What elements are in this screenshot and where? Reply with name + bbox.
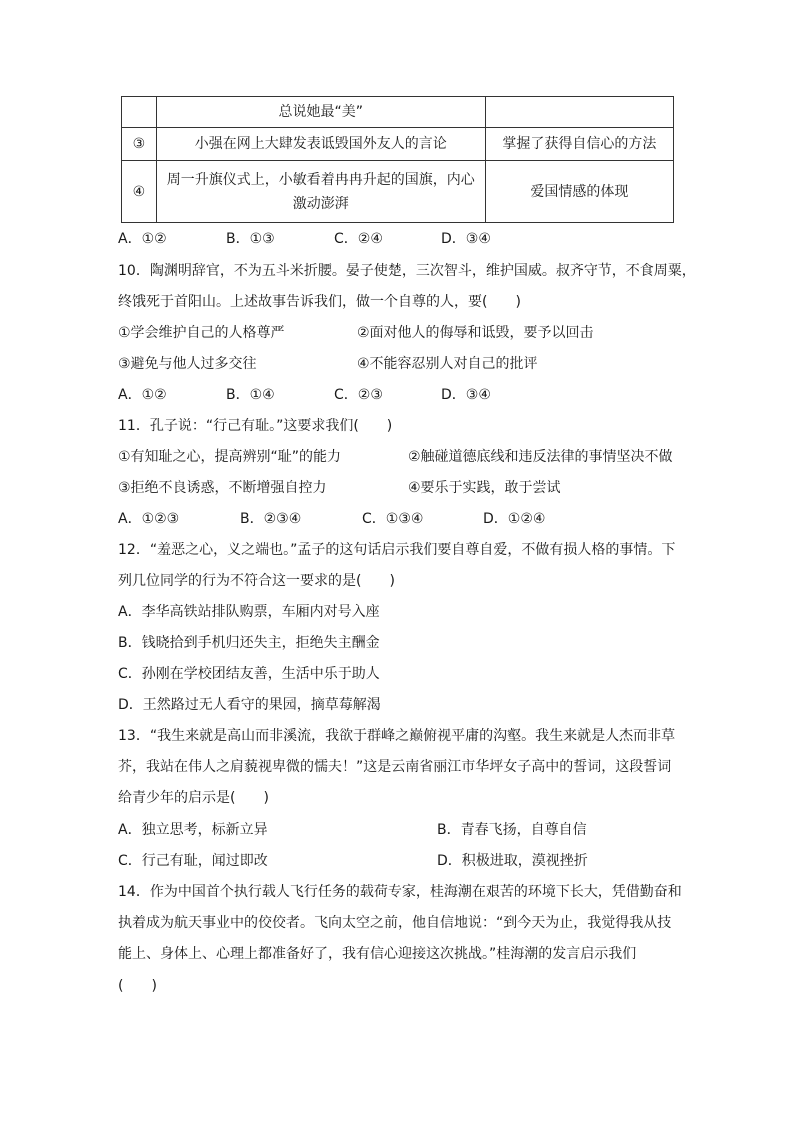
q14-stem-line: ( ): [118, 978, 157, 994]
q13-choice-c[interactable]: C．行己有耻，闻过即改: [118, 853, 268, 869]
table-cell-event: 总说她最“美”: [156, 97, 485, 128]
table-cell-num: ③: [122, 128, 157, 161]
q11-item: ④要乐于实践，敢于尝试: [408, 480, 561, 496]
q13-stem-line: 13．“我生来就是高山而非溪流，我欲于群峰之巅俯视平庸的沟壑。我生来就是人杰而非草: [118, 728, 676, 744]
q11-choice-a[interactable]: A．①②③: [118, 511, 180, 527]
q13-choice-a[interactable]: A．独立思考，标新立异: [118, 822, 268, 838]
q9-choice-d[interactable]: D．③④: [441, 231, 491, 247]
q10-item: ②面对他人的侮辱和诋毁，要予以回击: [357, 325, 594, 341]
table-row: [122, 161, 674, 223]
q10-stem-line: 10．陶渊明辞官，不为五斗米折腰。晏子使楚，三次智斗，维护国威。叔齐守节，不食周粟，: [118, 263, 696, 279]
q10-item: ④不能容忍别人对自己的批评: [357, 356, 538, 372]
table-cell-event: 小强在网上大肆发表诋毁国外友人的言论: [156, 128, 485, 161]
q9-choice-c[interactable]: C．②④: [334, 231, 383, 247]
q12-choice-d[interactable]: D．王然路过无人看守的果园，摘草莓解渴: [118, 697, 381, 713]
q10-item: ③避免与他人过多交往: [118, 356, 257, 372]
q12-stem-line: 12．“羞恶之心，义之端也。”孟子的这句话启示我们要自尊自爱，不做有损人格的事情。下: [118, 542, 676, 558]
table-row: [122, 97, 674, 128]
table-cell-num: [122, 97, 157, 128]
q11-choice-b[interactable]: B．②③④: [240, 511, 302, 527]
q11-item: ②触碰道德底线和违反法律的事情坚决不做: [408, 449, 673, 465]
q11-item: ③拒绝不良诱惑，不断增强自控力: [118, 480, 327, 496]
q10-choice-c[interactable]: C．②③: [334, 387, 383, 403]
q10-choice-a[interactable]: A．①②: [118, 387, 167, 403]
q12-choice-c[interactable]: C．孙刚在学校团结友善，生活中乐于助人: [118, 666, 380, 682]
q14-stem-line: 执着成为航天事业中的佼佼者。飞向太空之前，他自信地说：“到今天为止，我觉得我从技: [118, 915, 672, 931]
table-cell-meaning: 爱国情感的体现: [485, 161, 673, 223]
q10-choice-d[interactable]: D．③④: [441, 387, 491, 403]
q13-choice-d[interactable]: D．积极进取，漠视挫折: [437, 853, 588, 869]
q11-item: ①有知耻之心，提高辨别“耻”的能力: [118, 449, 342, 465]
q13-stem-line: 芥，我站在伟人之肩藐视卑微的懦夫！”这是云南省丽江市华坪女子高中的誓词，这段誓词: [118, 759, 672, 775]
q13-stem-line: 给青少年的启示是( ): [118, 790, 269, 806]
q12-choice-b[interactable]: B．钱晓拾到手机归还失主，拒绝失主酬金: [118, 635, 380, 651]
q14-stem-line: 14．作为中国首个执行载人飞行任务的载荷专家，桂海潮在艰苦的环境下长大，凭借勤奋和: [118, 884, 682, 900]
table-cell-event: [156, 161, 485, 223]
table-row: [122, 128, 674, 161]
q11-choice-d[interactable]: D．①②④: [483, 511, 546, 527]
table-cell-line: 激动澎湃: [292, 195, 349, 212]
q12-stem-line: 列几位同学的行为不符合这一要求的是( ): [118, 573, 395, 589]
table-cell-num: ④: [122, 161, 157, 223]
table-cell-meaning: 掌握了获得自信心的方法: [485, 128, 673, 161]
q11-choice-c[interactable]: C．①③④: [362, 511, 424, 527]
answer-table: [121, 96, 674, 223]
q13-choice-b[interactable]: B．青春飞扬，自尊自信: [437, 822, 587, 838]
q9-choice-a[interactable]: A．①②: [118, 231, 167, 247]
table-cell-meaning: [485, 97, 673, 128]
table-cell-line: 周一升旗仪式上，小敏看着冉冉升起的国旗，内心: [166, 171, 475, 188]
q10-choice-b[interactable]: B．①④: [226, 387, 275, 403]
q10-stem-line: 终饿死于首阳山。上述故事告诉我们，做一个自尊的人，要( ): [118, 294, 521, 310]
q9-choice-b[interactable]: B．①③: [226, 231, 275, 247]
q14-stem-line: 能上、身体上、心理上都准备好了，我有信心迎接这次挑战。”桂海潮的发言启示我们: [118, 946, 637, 962]
q12-choice-a[interactable]: A．李华高铁站排队购票，车厢内对号入座: [118, 604, 380, 620]
q11-stem-line: 11．孔子说：“行己有耻。”这要求我们( ): [118, 418, 393, 434]
q10-item: ①学会维护自己的人格尊严: [118, 325, 285, 341]
